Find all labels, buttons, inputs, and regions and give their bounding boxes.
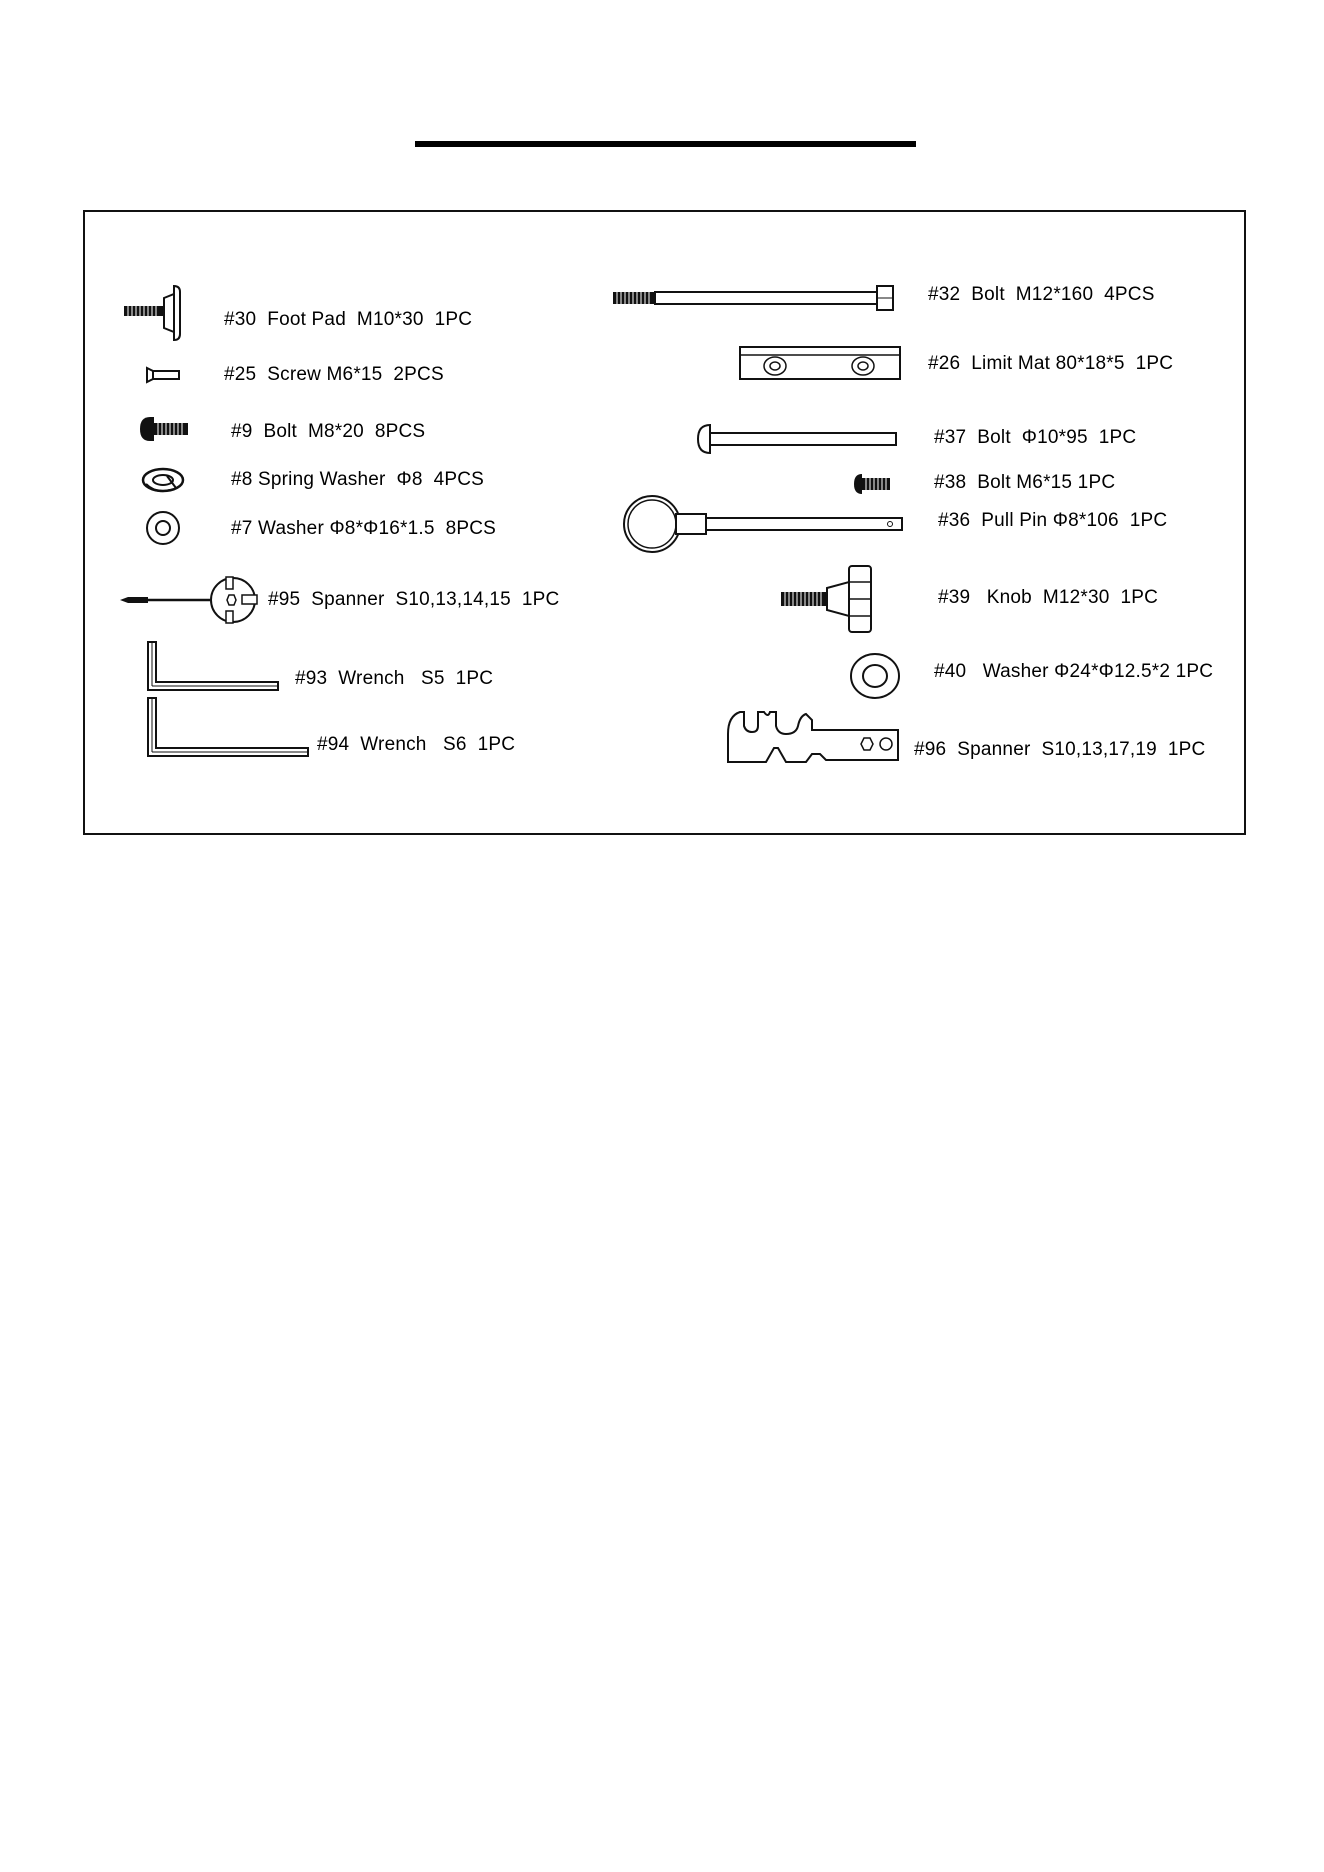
spanner-icon <box>118 575 260 625</box>
long-bolt-icon <box>611 284 895 312</box>
bolt-icon <box>696 423 898 455</box>
part-label-37: #37 Bolt Φ10*95 1PC <box>934 427 1137 448</box>
open-spanner-icon <box>726 708 902 764</box>
part-label-30: #30 Foot Pad M10*30 1PC <box>224 309 473 330</box>
spring-washer-icon <box>140 464 186 496</box>
part-label-39: #39 Knob M12*30 1PC <box>938 587 1159 608</box>
part-label-93: #93 Wrench S5 1PC <box>295 668 494 689</box>
part-label-7: #7 Washer Φ8*Φ16*1.5 8PCS <box>231 518 497 539</box>
part-label-32: #32 Bolt M12*160 4PCS <box>928 284 1155 305</box>
part-label-8: #8 Spring Washer Φ8 4PCS <box>231 469 485 490</box>
knob-icon <box>779 564 895 636</box>
part-label-94: #94 Wrench S6 1PC <box>317 734 516 755</box>
washer-icon <box>849 652 901 700</box>
part-label-26: #26 Limit Mat 80*18*5 1PC <box>928 353 1174 374</box>
screw-icon <box>145 366 181 384</box>
title-rule <box>415 141 916 147</box>
part-label-9: #9 Bolt M8*20 8PCS <box>231 421 426 442</box>
limit-mat-icon <box>738 345 902 381</box>
part-label-36: #36 Pull Pin Φ8*106 1PC <box>938 510 1168 531</box>
bolt-icon <box>852 472 892 496</box>
wrench-icon <box>146 696 310 758</box>
foot-pad-icon <box>122 282 184 342</box>
part-label-25: #25 Screw M6*15 2PCS <box>224 364 444 385</box>
part-label-95: #95 Spanner S10,13,14,15 1PC <box>268 589 560 610</box>
part-label-38: #38 Bolt M6*15 1PC <box>934 472 1116 493</box>
pull-pin-icon <box>620 494 904 554</box>
part-label-40: #40 Washer Φ24*Φ12.5*2 1PC <box>934 661 1214 682</box>
washer-icon <box>144 510 182 546</box>
part-label-96: #96 Spanner S10,13,17,19 1PC <box>914 739 1206 760</box>
wrench-icon <box>146 640 280 692</box>
bolt-icon <box>138 415 190 443</box>
